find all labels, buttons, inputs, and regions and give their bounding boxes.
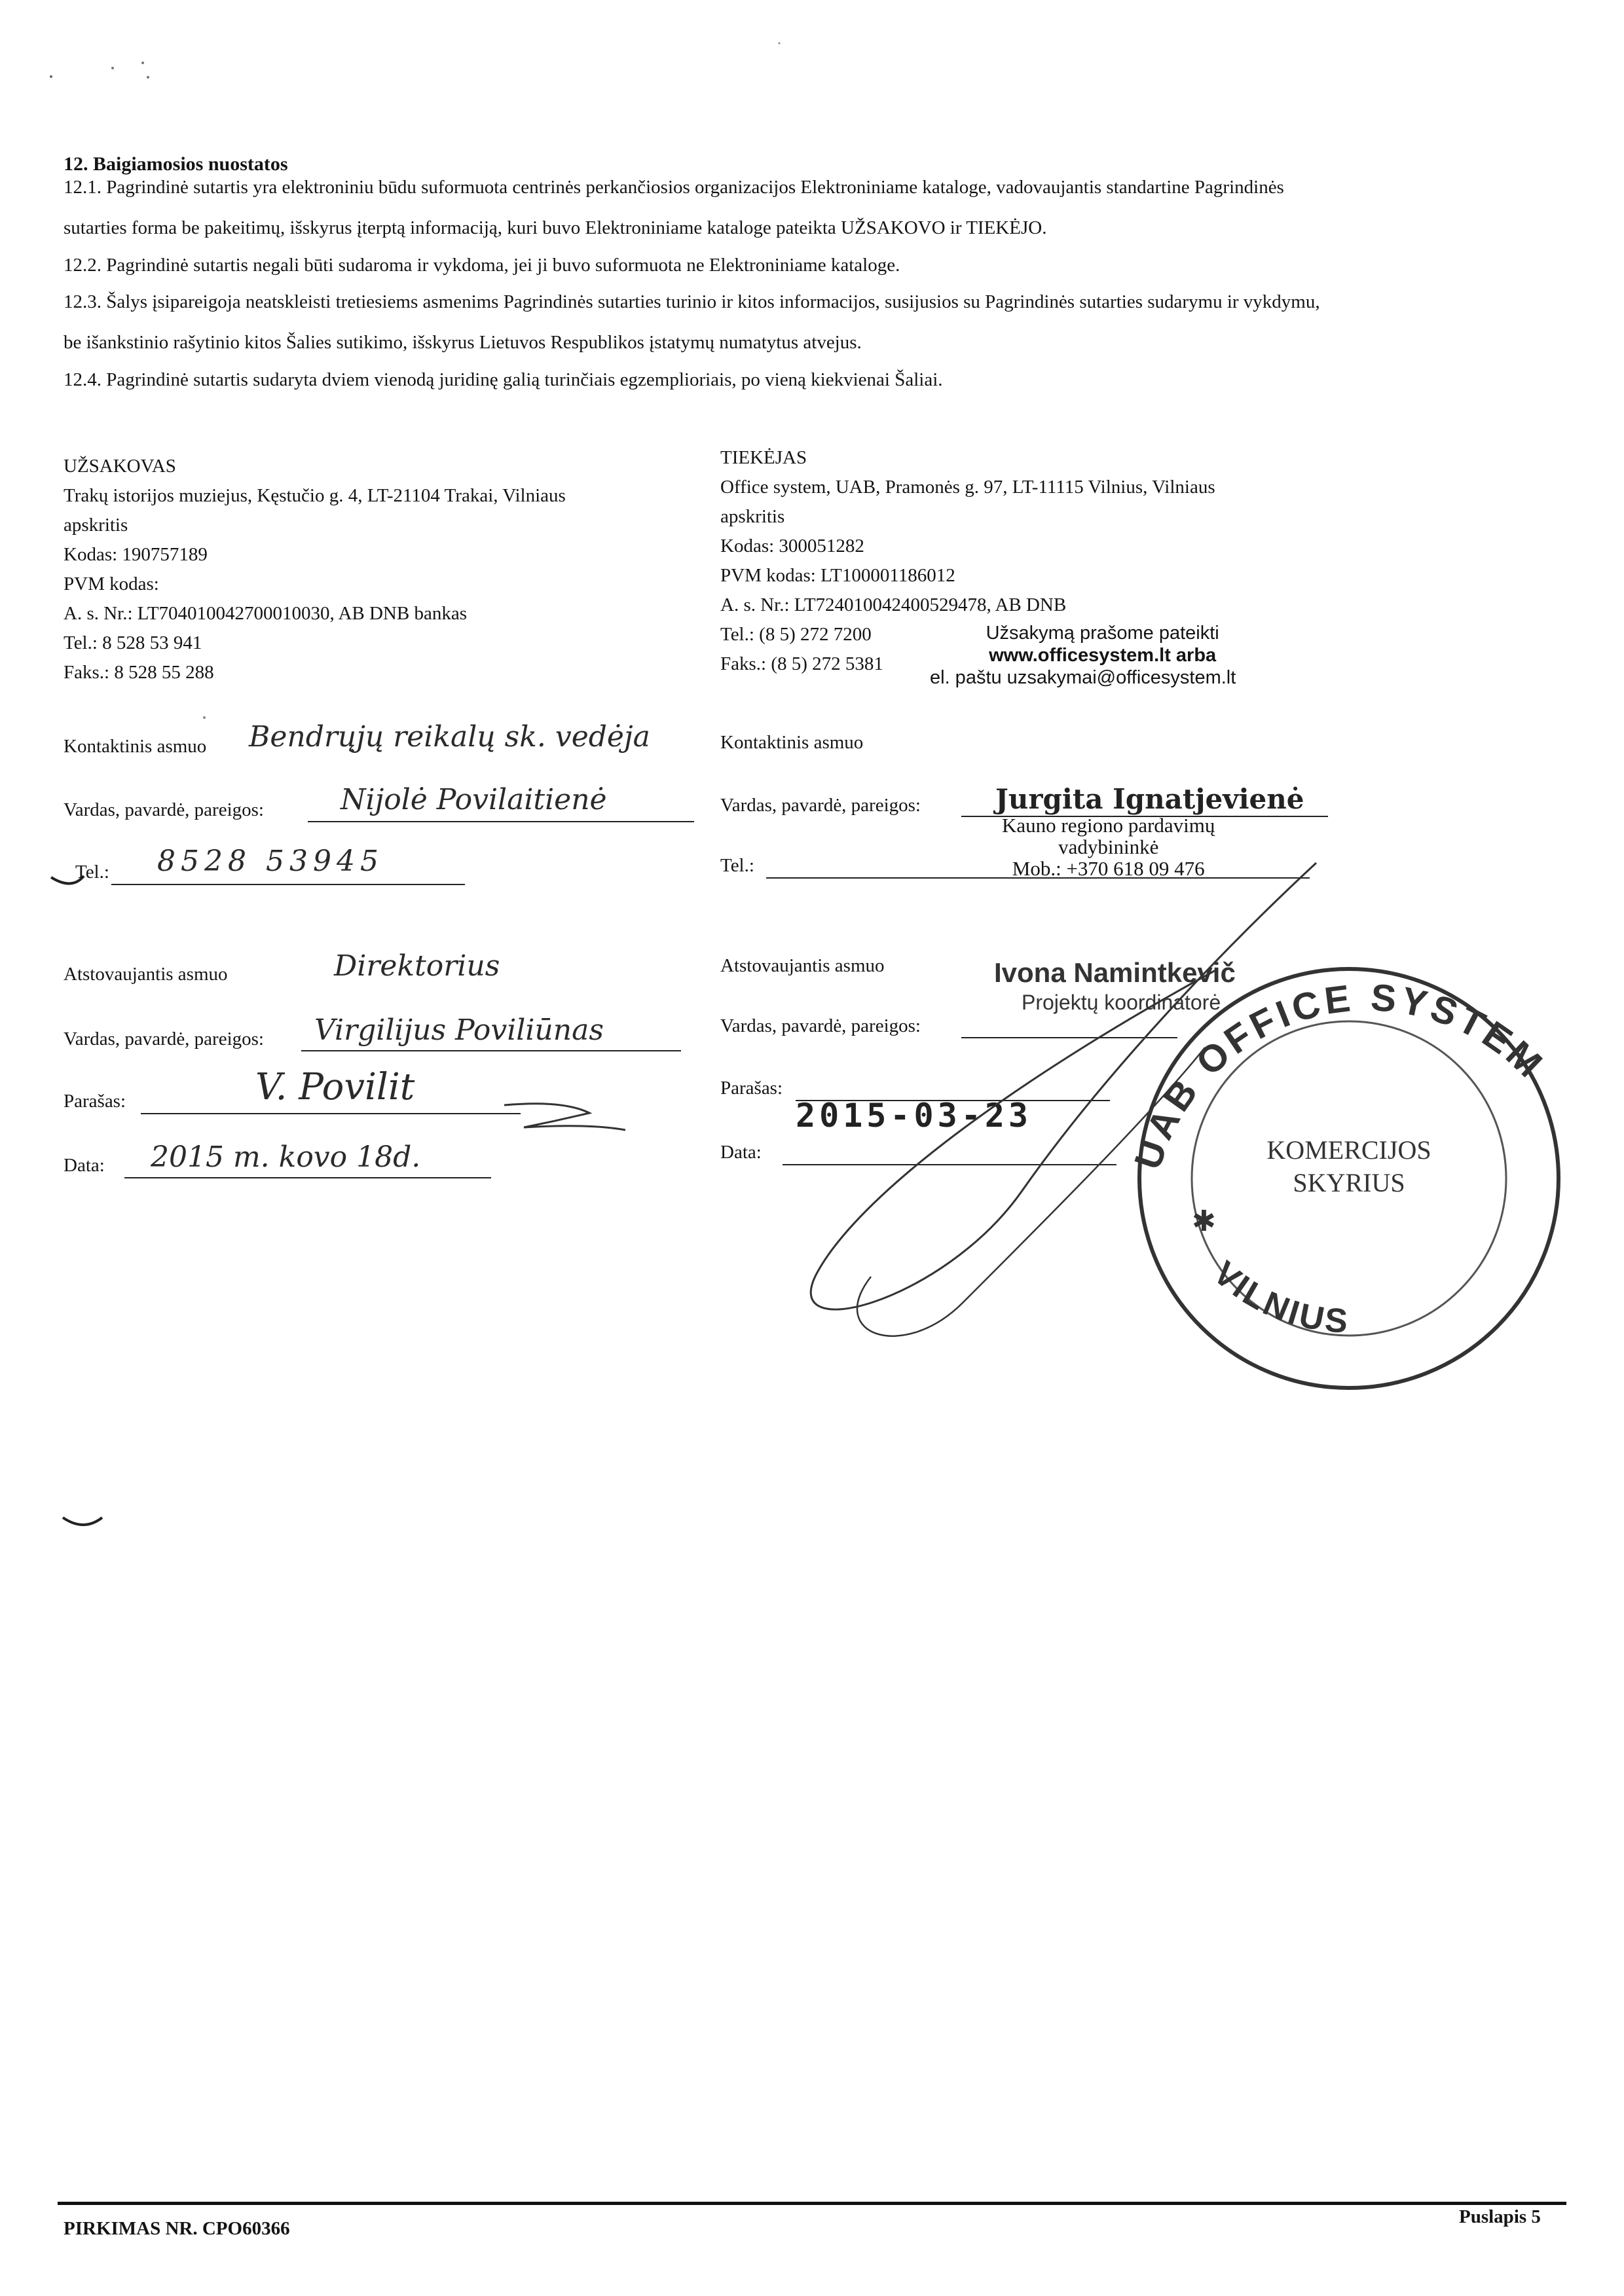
supplier-role-line-2: vadybininkė xyxy=(1058,835,1159,858)
customer-title: UŽSAKOVAS xyxy=(64,456,176,477)
customer-tel-handwriting: 8528 53945 xyxy=(157,845,384,878)
footer-purchase-number: PIRKIMAS NR. CPO60366 xyxy=(64,2218,290,2239)
customer-rep-name-handwriting: Virgilijus Poviliūnas xyxy=(314,1013,604,1047)
supplier-vat: PVM kodas: LT100001186012 xyxy=(720,565,955,586)
supplier-date-stamp: 2015-03-23 xyxy=(796,1097,1033,1135)
supplier-rep-name-label: Vardas, pavardė, pareigos: xyxy=(720,1015,921,1036)
customer-rep-name-label: Vardas, pavardė, pareigos: xyxy=(64,1029,264,1049)
customer-tel-label: Tel.: xyxy=(75,862,109,883)
seal-center-line-2: SKYRIUS xyxy=(1293,1168,1405,1197)
supplier-sign-label: Parašas: xyxy=(720,1078,783,1099)
supplier-title: TIEKĖJAS xyxy=(720,447,807,468)
supplier-phone: Tel.: (8 5) 272 7200 xyxy=(720,624,872,645)
svg-text:✱: ✱ xyxy=(1192,1205,1216,1237)
customer-region: apskritis xyxy=(64,515,128,536)
paragraph-12-1-cont: sutarties forma be pakeitimų, išskyrus įterptą informaciją, kuri buvo Elektroniniame kataloge pateikta UŽSAKOVO ir TIEKĖJO. xyxy=(64,217,1047,238)
supplier-code: Kodas: 300051282 xyxy=(720,536,864,556)
supplier-date-label: Data: xyxy=(720,1142,762,1163)
customer-name-label: Vardas, pavardė, pareigos: xyxy=(64,799,264,820)
customer-phone: Tel.: 8 528 53 941 xyxy=(64,632,202,653)
supplier-name-stamp: Jurgita Ignatjevienė xyxy=(995,783,1304,815)
footer-rule xyxy=(58,2202,1566,2205)
order-note-line-3: el. paštu uzsakymai@officesystem.lt xyxy=(930,667,1236,688)
seal-ring-bottom: VILNIUS xyxy=(1206,1254,1352,1341)
supplier-region: apskritis xyxy=(720,506,785,527)
customer-contact-label: Kontaktinis asmuo xyxy=(64,736,207,757)
svg-text:VILNIUS xyxy=(1206,1254,1352,1341)
customer-account: A. s. Nr.: LT704010042700010030, AB DNB bankas xyxy=(64,603,467,624)
customer-address: Trakų istorijos muziejus, Kęstučio g. 4, LT-21104 Trakai, Vilniaus xyxy=(64,485,566,506)
supplier-role-line-1: Kauno regiono pardavimų xyxy=(1002,814,1215,837)
customer-fax: Faks.: 8 528 55 288 xyxy=(64,662,214,683)
seal-ring-top: UAB OFFICE SYSTEM xyxy=(1126,975,1553,1175)
customer-vat: PVM kodas: xyxy=(64,574,159,594)
supplier-rep-stamp: Ivona Namintkevič xyxy=(994,957,1236,988)
customer-contact-handwriting: Bendrųjų reikalų sk. vedėja xyxy=(249,720,650,754)
supplier-contact-label: Kontaktinis asmuo xyxy=(720,732,864,753)
customer-sign-label: Parašas: xyxy=(64,1091,126,1112)
order-note-line-2: www.officesystem.lt arba xyxy=(989,645,1217,666)
paragraph-12-3: 12.3. Šalys įsipareigoja neatskleisti tretiesiems asmenims Pagrindinės sutarties turinio ir kitos informacijos, susijusios su Pagrindinės sutarties sudarymu ir vykdymu, xyxy=(64,291,1320,312)
paragraph-12-4: 12.4. Pagrindinė sutartis sudaryta dviem vienodą juridinę galią turinčiais egzemplioriais, po vieną kiekvienai Šaliai. xyxy=(64,369,943,390)
supplier-name-label: Vardas, pavardė, pareigos: xyxy=(720,795,921,816)
customer-date-label: Data: xyxy=(64,1155,105,1176)
seal-center-line-1: KOMERCIJOS xyxy=(1266,1135,1431,1165)
supplier-address: Office system, UAB, Pramonės g. 97, LT-11115 Vilnius, Vilniaus xyxy=(720,477,1215,498)
customer-code: Kodas: 190757189 xyxy=(64,544,208,565)
paragraph-12-2: 12.2. Pagrindinė sutartis negali būti sudaroma ir vykdoma, jei ji buvo suformuota ne Elektroniniame kataloge. xyxy=(64,255,900,276)
paragraph-12-1: 12.1. Pagrindinė sutartis yra elektroniniu būdu suformuota centrinės perkančiosios organizacijos Elektroniniame kataloge, vadovaujantis standartine Pagrindinės xyxy=(64,177,1284,198)
supplier-account: A. s. Nr.: LT724010042400529478, AB DNB xyxy=(720,594,1067,615)
customer-date-handwriting: 2015 m. kovo 18d. xyxy=(151,1140,421,1174)
supplier-rep-role-stamp: Projektų koordinatorė xyxy=(1022,991,1221,1014)
supplier-fax: Faks.: (8 5) 272 5381 xyxy=(720,653,883,674)
footer-page-number: Puslapis 5 xyxy=(1459,2206,1541,2227)
customer-rep-label: Atstovaujantis asmuo xyxy=(64,964,228,985)
customer-signature: V. Povilit xyxy=(255,1066,415,1108)
supplier-rep-label: Atstovaujantis asmuo xyxy=(720,955,885,976)
paragraph-12-3-cont: be išankstinio rašytinio kitos Šalies sutikimo, išskyrus Lietuvos Respublikos įstatymų numatytus atvejus. xyxy=(64,332,862,353)
customer-name-handwriting: Nijolė Povilaitienė xyxy=(341,783,607,816)
supplier-role-line-3: Mob.: +370 618 09 476 xyxy=(1012,857,1205,880)
order-note-line-1: Užsakymą prašome pateikti xyxy=(986,623,1219,644)
customer-rep-handwriting: Direktorius xyxy=(334,949,500,983)
section-heading: 12. Baigiamosios nuostatos xyxy=(64,153,288,175)
supplier-tel-label: Tel.: xyxy=(720,855,754,876)
